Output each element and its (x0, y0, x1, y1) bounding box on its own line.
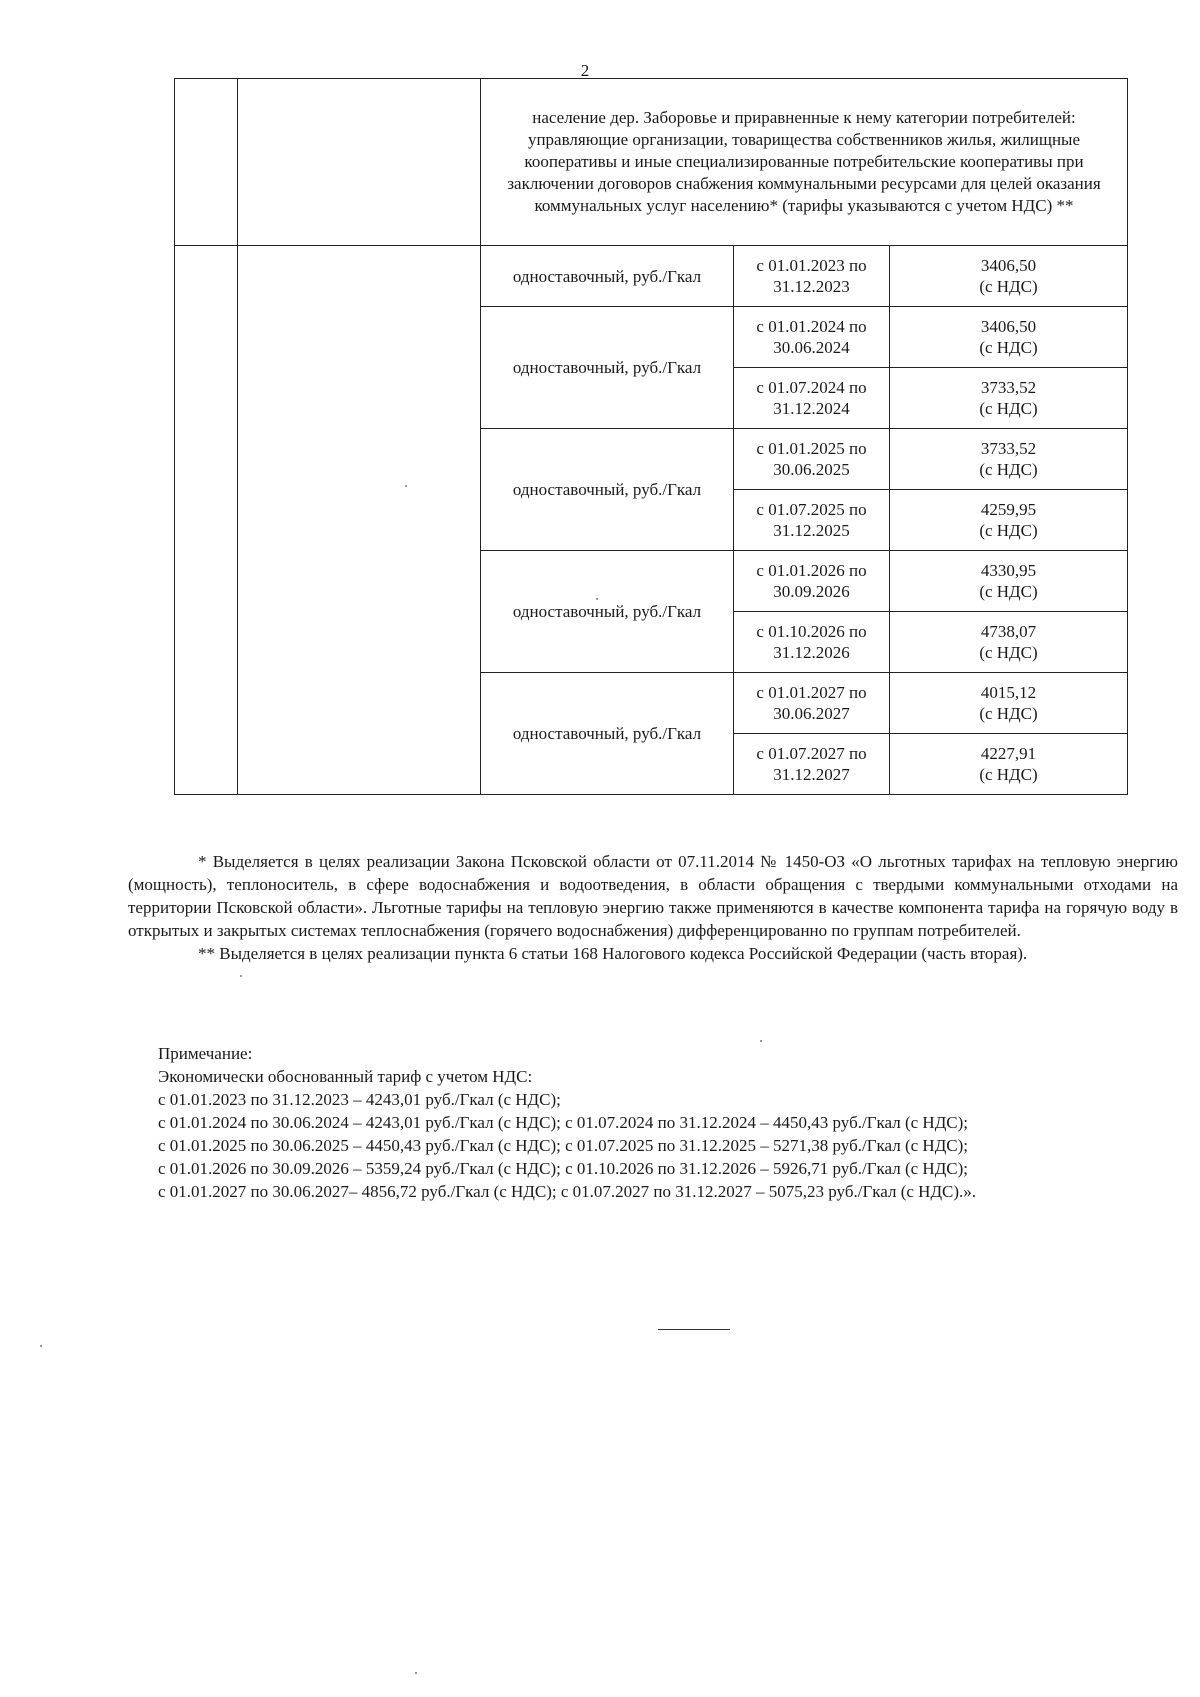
tariff-value-cell (890, 429, 1128, 490)
tariff-value: 3406,50 (980, 256, 1037, 275)
tariff-value-cell (890, 612, 1128, 673)
tariff-value-cell (890, 551, 1128, 612)
period-cell: с 01.01.2027 по 30.06.2027 (734, 673, 890, 734)
tariff-value: 4259,95 (980, 500, 1037, 519)
empty-cell (238, 79, 481, 246)
period-cell: с 01.10.2026 по 31.12.2026 (734, 612, 890, 673)
vat-label: (с НДС) (979, 521, 1038, 540)
period-cell: с 01.07.2027 по 31.12.2027 (734, 734, 890, 795)
period-cell: с 01.01.2026 по 30.09.2026 (734, 551, 890, 612)
tariff-value: 4330,95 (980, 561, 1037, 580)
footnotes (128, 850, 1178, 965)
vat-label: (с НДС) (979, 704, 1038, 723)
vat-label: (с НДС) (979, 582, 1038, 601)
note-line: с 01.01.2026 по 30.09.2026 – 5359,24 руб./Гкал (с НДС); с 01.10.2026 по 31.12.2026 – 5926,71 руб./Гкал (с НДС); (158, 1159, 969, 1178)
tariff-value: 4015,12 (980, 683, 1037, 702)
note-subtitle: Экономически обоснованный тариф с учетом НДС: (158, 1067, 533, 1086)
note-section (128, 1042, 1178, 1203)
tariff-table (174, 78, 1128, 795)
tariff-value: 4227,91 (980, 744, 1037, 763)
note-line: с 01.01.2027 по 30.06.2027– 4856,72 руб./Гкал (с НДС); с 01.07.2027 по 31.12.2027 – 5075,23 руб./Гкал (с НДС).». (158, 1182, 977, 1201)
end-rule (658, 1329, 730, 1330)
vat-label: (с НДС) (979, 338, 1038, 357)
note-line: с 01.01.2025 по 30.06.2025 – 4450,43 руб./Гкал (с НДС); с 01.07.2025 по 31.12.2025 – 5271,38 руб./Гкал (с НДС); (158, 1136, 969, 1155)
page-number: 2 (580, 61, 590, 80)
scan-speck (40, 1345, 42, 1347)
note-line: с 01.01.2024 по 30.06.2024 – 4243,01 руб./Гкал (с НДС); с 01.07.2024 по 31.12.2024 – 4450,43 руб./Гкал (с НДС); (158, 1113, 969, 1132)
tariff-value-cell (890, 246, 1128, 307)
scan-speck (760, 1040, 762, 1042)
scan-speck (415, 1672, 417, 1674)
tariff-value: 3733,52 (980, 439, 1037, 458)
consumer-group-header: население дер. Заборовье и приравненные к нему категории потребителей: управляющие организации, товарищества собственников жилья, жилищные кооперативы и иные специализированные потребительские кооперативы при заключении договоров снабжения коммунальными ресурсами для целей оказания коммунальных услуг населению* (тарифы указываются с учетом НДС) ** (481, 79, 1128, 246)
tariff-value: 3406,50 (980, 317, 1037, 336)
empty-cell (238, 246, 481, 795)
tariff-type-cell: одноставочный, руб./Гкал (481, 307, 734, 429)
tariff-value-cell (890, 490, 1128, 551)
period-cell: с 01.01.2023 по 31.12.2023 (734, 246, 890, 307)
tariff-type-cell: одноставочный, руб./Гкал (481, 673, 734, 795)
note-line: с 01.01.2023 по 31.12.2023 – 4243,01 руб./Гкал (с НДС); (158, 1090, 561, 1109)
tariff-type-cell: одноставочный, руб./Гкал (481, 551, 734, 673)
scan-speck (596, 598, 598, 600)
period-cell: с 01.01.2024 по 30.06.2024 (734, 307, 890, 368)
tariff-row (175, 246, 1128, 307)
vat-label: (с НДС) (979, 643, 1038, 662)
tariff-type-cell: одноставочный, руб./Гкал (481, 246, 734, 307)
empty-cell (175, 246, 238, 795)
period-cell: с 01.07.2025 по 31.12.2025 (734, 490, 890, 551)
footnote-1: * Выделяется в целях реализации Закона Псковской области от 07.11.2014 № 1450-ОЗ «О льготных тарифах на тепловую энергию (мощность), теплоноситель, в сфере водоснабжения и водоотведения, в области обращения с твердыми коммунальными отходами на территории Псковской области». Льготные тарифы на тепловую энергию также применяются в качестве компонента тарифа на горячую воду в открытых и закрытых системах теплоснабжения (горячего водоснабжения) дифференцированно по группам потребителей. (128, 852, 1178, 940)
tariff-value-cell (890, 368, 1128, 429)
note-title: Примечание: (158, 1044, 253, 1063)
tariff-type-cell: одноставочный, руб./Гкал (481, 429, 734, 551)
tariff-value: 4738,07 (980, 622, 1037, 641)
tariff-value: 3733,52 (980, 378, 1037, 397)
tariff-value-cell (890, 734, 1128, 795)
tariff-value-cell (890, 307, 1128, 368)
tariff-value-cell (890, 673, 1128, 734)
vat-label: (с НДС) (979, 277, 1038, 296)
scan-speck (240, 975, 242, 977)
footnote-2: ** Выделяется в целях реализации пункта 6 статьи 168 Налогового кодекса Российской Федерации (часть вторая). (198, 944, 1028, 963)
vat-label: (с НДС) (979, 399, 1038, 418)
vat-label: (с НДС) (979, 765, 1038, 784)
period-cell: с 01.07.2024 по 31.12.2024 (734, 368, 890, 429)
scan-speck (405, 485, 407, 487)
vat-label: (с НДС) (979, 460, 1038, 479)
empty-cell (175, 79, 238, 246)
period-cell: с 01.01.2025 по 30.06.2025 (734, 429, 890, 490)
